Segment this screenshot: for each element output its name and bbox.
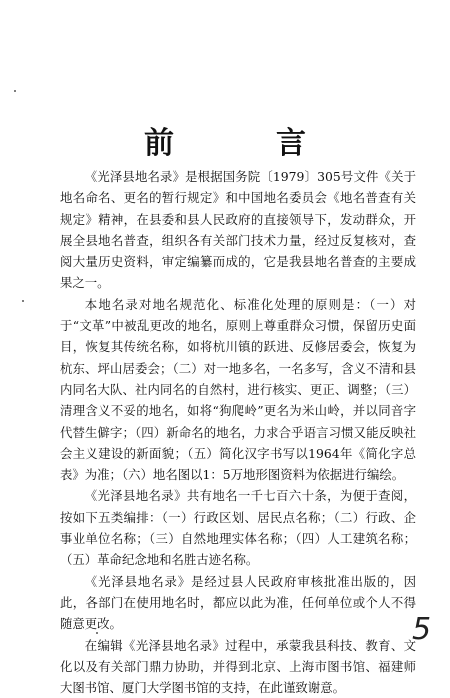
scan-speck xyxy=(14,90,16,92)
paragraph-2: 本地名录对地名规范化、标准化处理的原则是：（一）对于“文革”中被乱更改的地名，原则上尊重群众习惯，保留历史面目，恢复其传统名称，如将杭川镇的跃进、反修居委会，恢复为杭东、坪山居委会；（二）对一地多名，一名多写，含义不清和县内同名大队、社内同名的自然村，进行核实、更正、调整；（三）清理含义不妥的地名，如将“狗爬岭”更名为米山岭，并以同音字代替生僻字；（四）新命名的地名，力求合乎语言习惯又能反映社会主义建设的新面貌；（五）简化汉字书写以1964年《简化字总表》为准；（六）地名图以1：5万地形图资料为依据进行编绘。 xyxy=(60,296,416,483)
scan-speck xyxy=(96,632,98,634)
page-title: 前 言 xyxy=(144,126,342,161)
scan-speck xyxy=(22,300,24,302)
paragraph-5: 在编辑《光泽县地名录》过程中，承蒙我县科技、教育、文化以及有关部门鼎力协助，并得到北京、上海市图书馆、福建师大图书馆、厦门大学图书馆的支持，在此谨致谢意。 xyxy=(60,637,416,696)
paragraph-4: 《光泽县地名录》是经过县人民政府审核批准出版的，因此，各部门在使用地名时，都应以此为准，任何单位或个人不得随意更改。 xyxy=(60,573,416,632)
paragraph-1: 《光泽县地名录》是根据国务院〔1979〕305号文件《关于地名命名、更名的暂行规定》和中国地名委员会《地名普查有关规定》精神，在县委和县人民政府的直接领导下，发动群众，开展全县地名普查，组织各有关部门技术力量，经过反复核对，查阅大量历史资料，审定编纂而成的，它是我县地名普查的主要成果之一。 xyxy=(60,169,416,291)
paragraph-3: 《光泽县地名录》共有地名一千七百六十条，为便于查阅，按如下五类编排：（一）行政区划、居民点名称；（二）行政、企事业单位名称；（三）自然地理实体名称；（四）人工建筑名称；（五）革命纪念地和名胜古迹名称。 xyxy=(60,488,416,568)
page-number: 5 xyxy=(412,612,432,647)
body-text xyxy=(60,166,416,698)
